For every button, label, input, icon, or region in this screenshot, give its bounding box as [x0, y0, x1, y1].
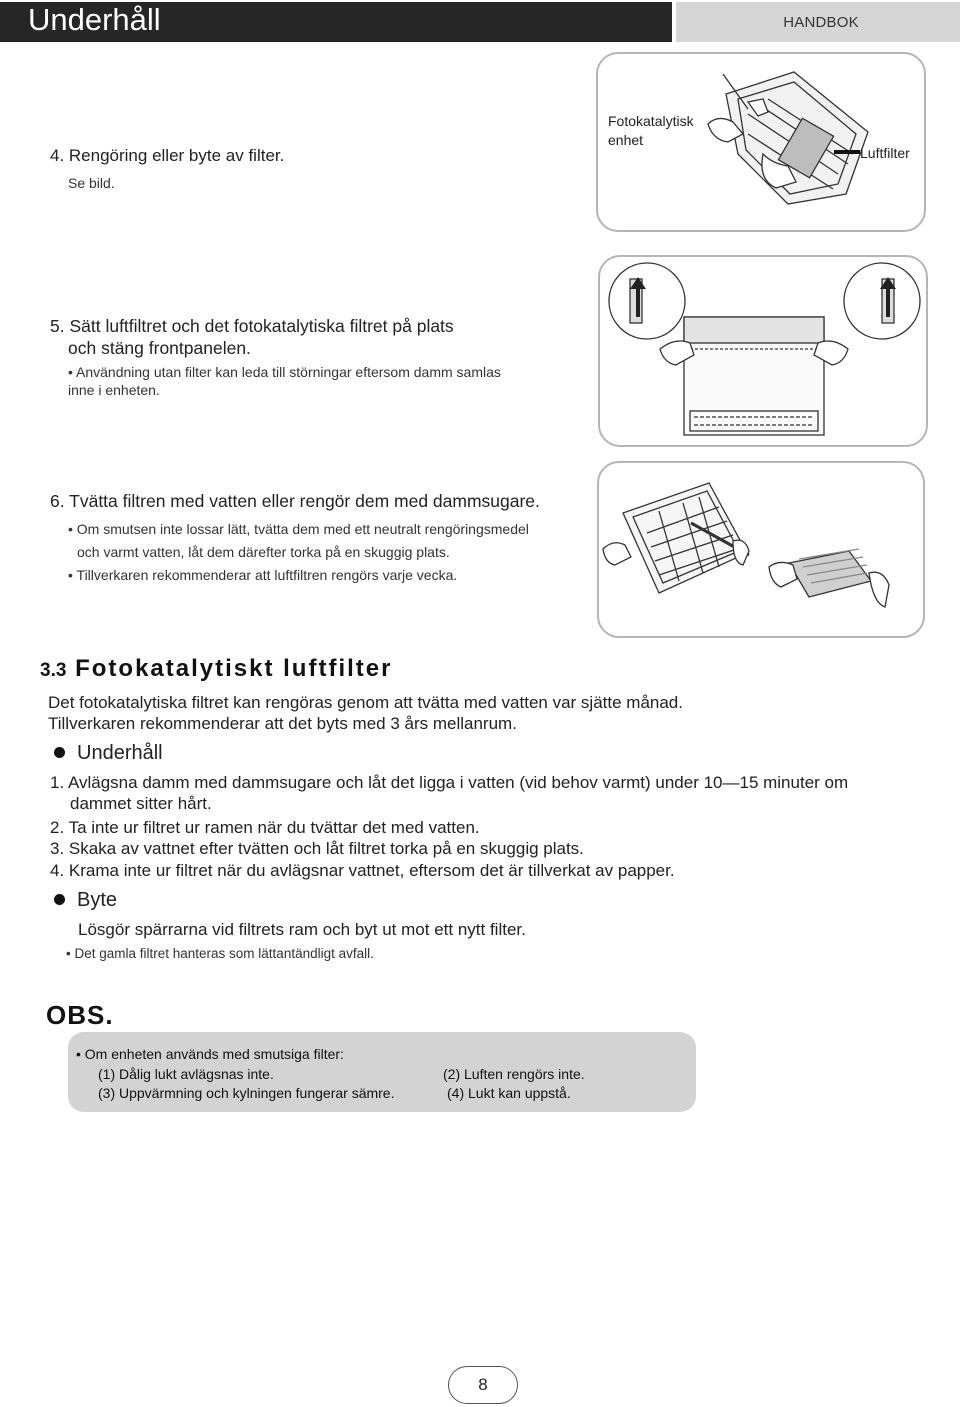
- maint-item-4: 4. Krama inte ur filtret när du avlägsnar vattnet, eftersom det är tillverkat av papper.: [50, 861, 675, 880]
- page-number: 8: [448, 1366, 518, 1404]
- maintenance-heading-text: Underhåll: [77, 742, 163, 764]
- page-title: Underhåll: [28, 2, 161, 37]
- step-6-heading: 6. Tvätta filtren med vatten eller rengör dem med dammsugare.: [50, 491, 540, 511]
- step-5-line2: och stäng frontpanelen.: [68, 338, 251, 358]
- figure-filter-washing: [597, 461, 925, 638]
- maint-item-3: 3. Skaka av vattnet efter tvätten och låt filtret torka på en skuggig plats.: [50, 839, 584, 858]
- replacement-heading-text: Byte: [77, 889, 118, 911]
- step-4-heading: 4. Rengöring eller byte av filter.: [50, 146, 285, 165]
- step-6-bullet1b: och varmt vatten, låt dem därefter torka på en skuggig plats.: [77, 544, 450, 560]
- label-photocatalytic-unit: Fotokatalytisk enhet: [608, 113, 694, 148]
- section-intro1: Det fotokatalytiska filtret kan rengöras genom att tvätta med vatten var sjätte månad.: [48, 693, 683, 712]
- replacement-heading: [54, 888, 117, 912]
- obs-item-2: (2) Luften rengörs inte.: [443, 1066, 585, 1082]
- step-5-line1: 5. Sätt luftfiltret och det fotokatalytiska filtret på plats: [50, 316, 454, 336]
- bullet-dot-icon: [54, 747, 65, 758]
- bullet-dot-icon: [54, 894, 65, 905]
- maint-item-2: 2. Ta inte ur filtret ur ramen när du tvättar det med vatten.: [50, 818, 480, 837]
- label-air-filter: Luftfilter: [860, 145, 910, 161]
- maint-item-1-cont: dammet sitter hårt.: [70, 794, 212, 813]
- obs-item-4: (4) Lukt kan uppstå.: [447, 1085, 571, 1101]
- step-4-note: Se bild.: [68, 175, 115, 191]
- section-title: Fotokatalytiskt luftfilter: [75, 655, 393, 682]
- section-number: 3.3: [40, 660, 67, 681]
- header-tag: HANDBOK: [783, 14, 859, 31]
- section-intro2: Tillverkaren rekommenderar att det byts med 3 års mellanrum.: [48, 714, 517, 733]
- figure-photocatalytic-unit: [596, 52, 926, 232]
- obs-item-3: (3) Uppvärmning och kylningen fungerar sämre.: [98, 1085, 395, 1101]
- obs-item-1: (1) Dålig lukt avlägsnas inte.: [98, 1066, 274, 1082]
- filter-washing-illustration: [599, 463, 923, 636]
- section-heading: [40, 655, 392, 683]
- figure-front-panel: [598, 255, 928, 447]
- step-5-bullet1: • Användning utan filter kan leda till störningar eftersom damm samlas: [68, 364, 501, 380]
- obs-lead: • Om enheten används med smutsiga filter:: [76, 1046, 344, 1062]
- front-panel-illustration: [600, 257, 926, 445]
- step-6-bullet2: • Tillverkaren rekommenderar att luftfiltren rengörs varje vecka.: [68, 567, 458, 583]
- step-6-bullet1a: • Om smutsen inte lossar lätt, tvätta dem med ett neutralt rengöringsmedel: [68, 521, 529, 537]
- step-5-bullet2: inne i enheten.: [68, 382, 160, 398]
- maint-item-1: 1. Avlägsna damm med dammsugare och låt det ligga i vatten (vid behov varmt) under 10—15 minuter om: [50, 773, 849, 792]
- obs-heading: OBS.: [46, 1000, 114, 1030]
- replacement-note: • Det gamla filtret hanteras som lättantändligt avfall.: [66, 946, 374, 961]
- replacement-text: Lösgör spärrarna vid filtrets ram och byt ut mot ett nytt filter.: [78, 920, 526, 939]
- maintenance-heading: [54, 741, 163, 765]
